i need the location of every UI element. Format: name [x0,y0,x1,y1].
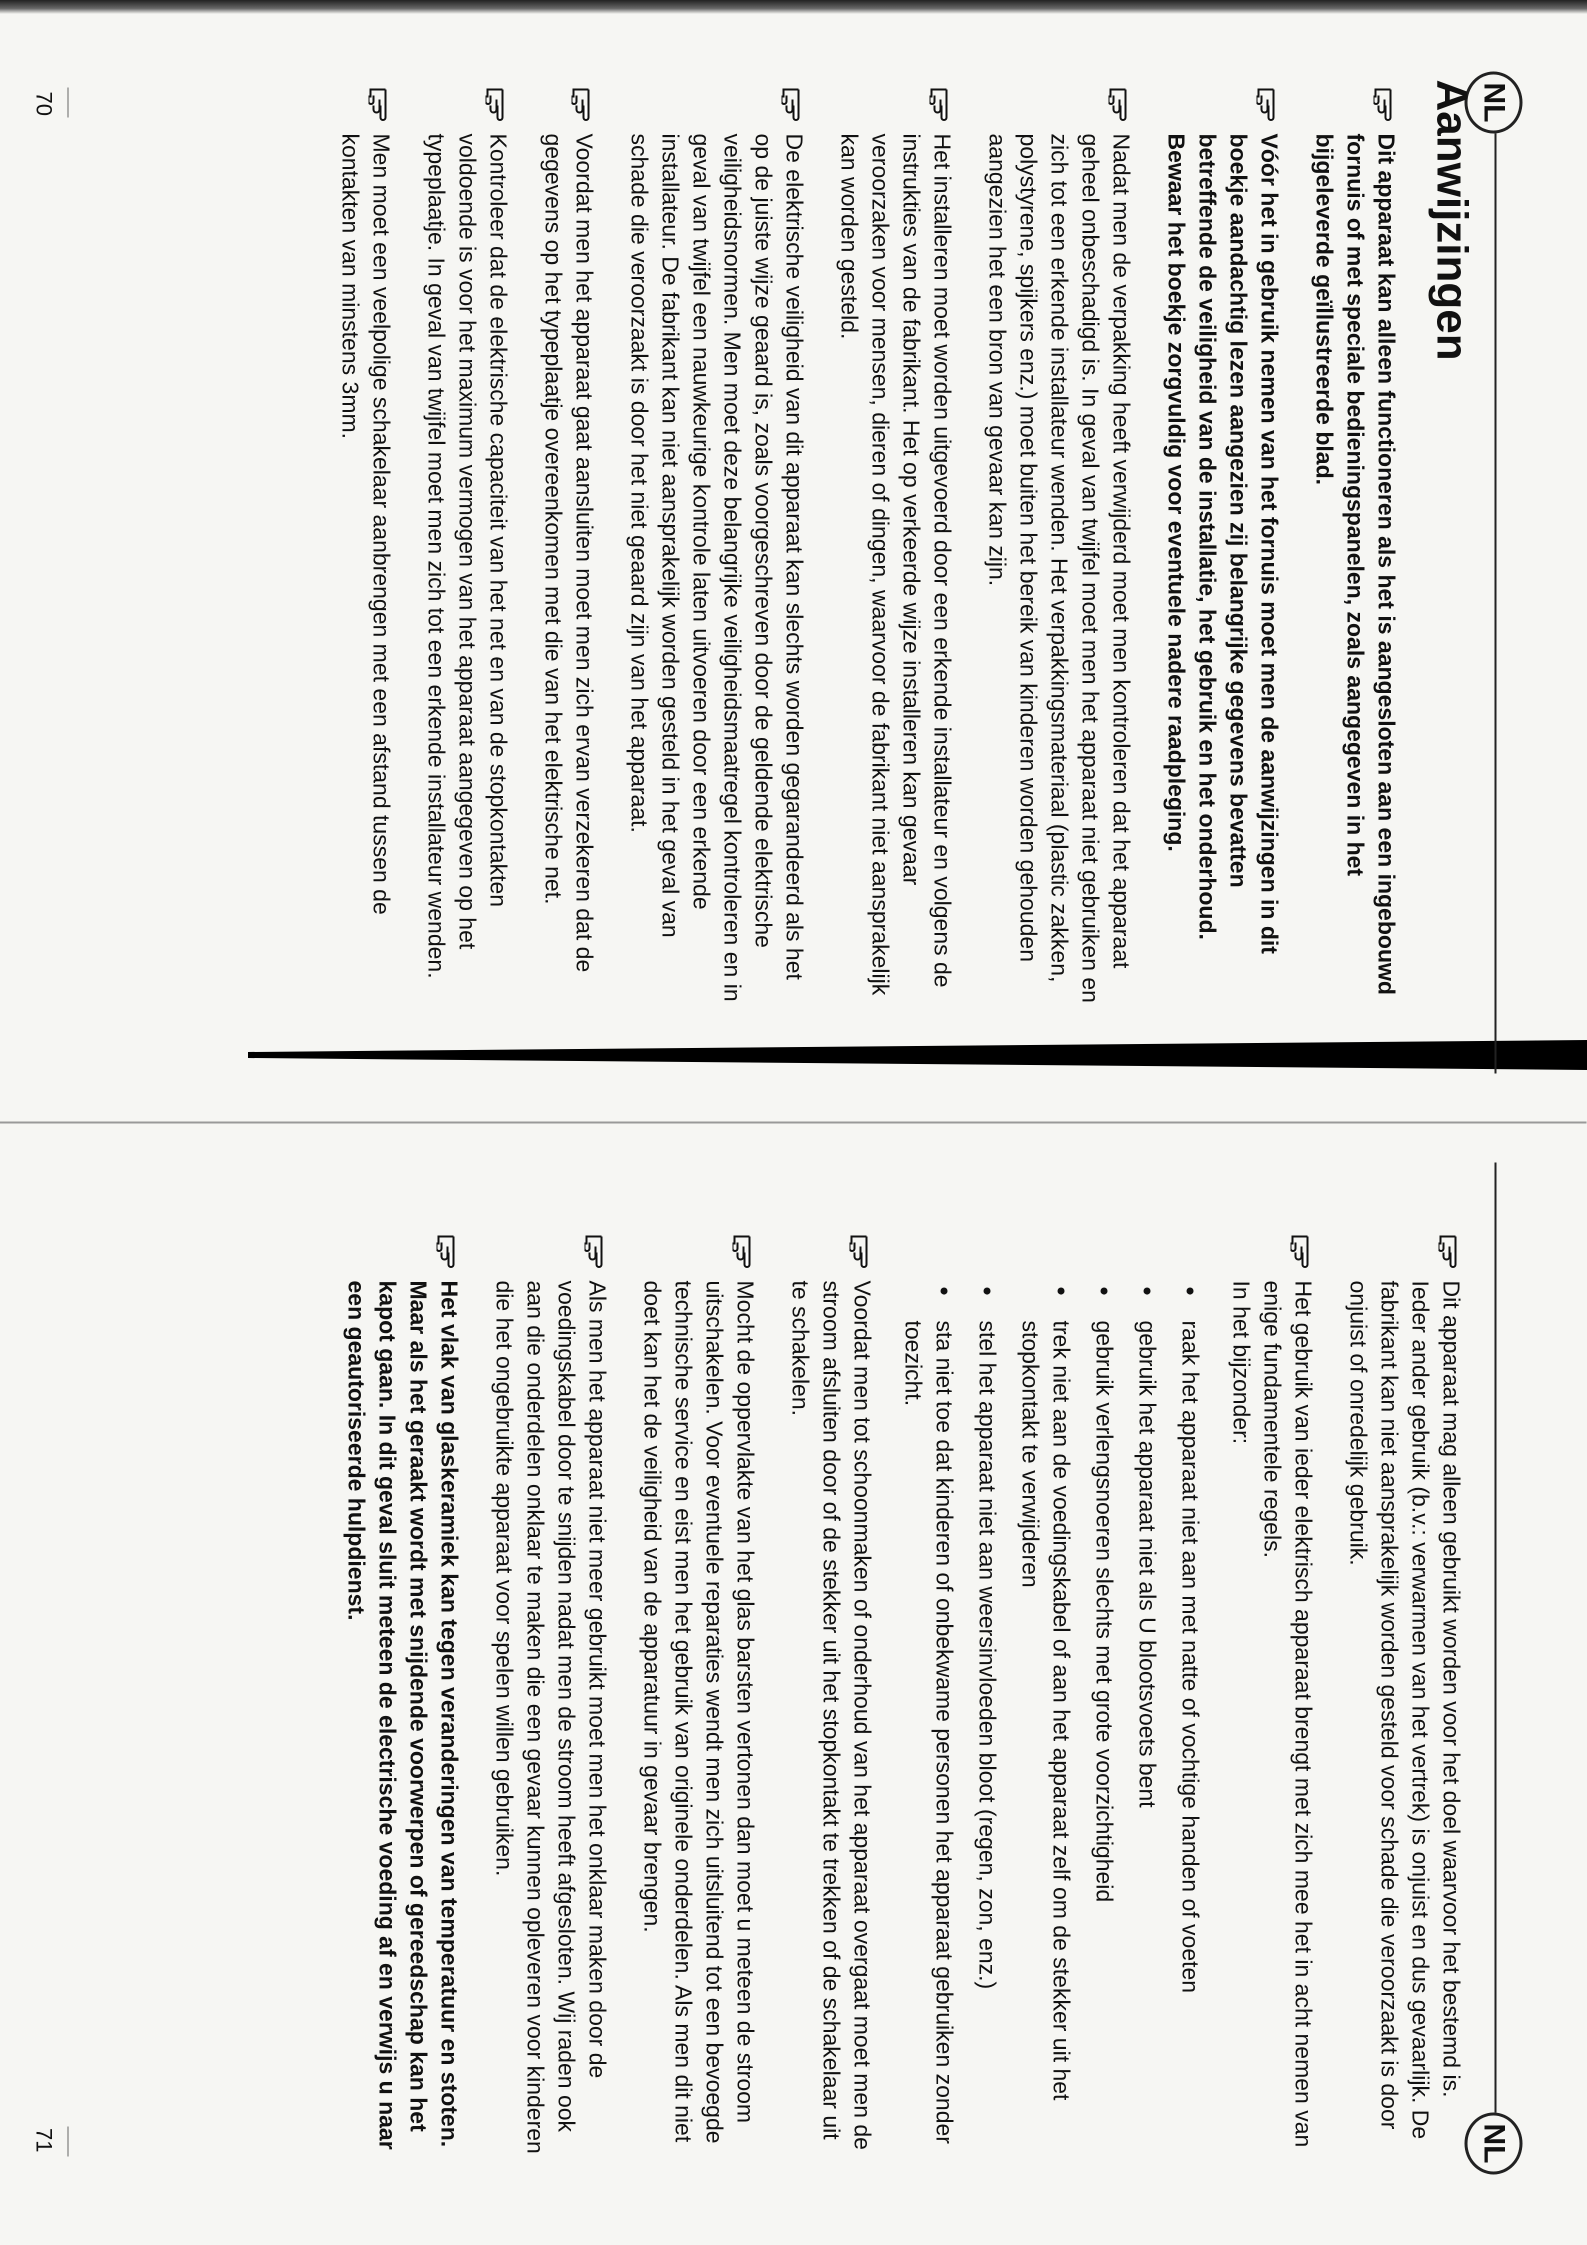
pointing-hand-icon [930,88,956,122]
bullet-icon: • [1175,1286,1206,1296]
bullet-icon: • [1132,1286,1163,1296]
safety-column [317,1235,1467,2155]
language-badge: NL [1465,2113,1523,2175]
bullet-list [898,1281,1206,2155]
bullet-icon: • [929,1286,960,1296]
page-number: 70 [31,91,57,116]
list-item: • trek niet aan de voedingskabel of aan het apparaat zelf om de stekker uit het stopkontakt te verwijderen [1017,1286,1077,2101]
paragraph: Nadat men de verpakking heeft verwijderd moet men kontroleren dat het apparaat geheel onbeschadigd is. In geval van twijfel moet men het apparaat niet gebruiken en zich tot een erkende installateur wenden. Het verpakkingsmateriaal (plastic zakken, polystyrene, spijkers enz.) moet buiten het bereik van kinderen worden gehouden aangezien het een bron van gevaar kan zijn. [982,88,1137,1008]
pointing-hand-icon [782,88,808,122]
paragraph: Het gebruik van ieder elektrisch apparaat brengt met zich mee het in acht nemen van enige fundamentele regels. In het bijzonder: [1226,1235,1319,2155]
bullet-icon: • [1089,1286,1120,1296]
header-rule [1495,134,1497,1074]
pointing-hand-icon [369,88,395,122]
list-item: • sta niet toe dat kinderen of onbekwame personen het apparaat gebruiken zonder toezicht. [900,1286,960,2144]
pointing-hand-icon [585,1235,611,1269]
pointing-hand-icon [850,1235,876,1269]
paragraph: Voordat men het apparaat gaat aansluiten moet men zich ervan verzekeren dat de gegevens op het typeplaatje overeenkomen met die van het elektrische net. [538,88,600,1008]
paragraph: Dit apparaat kan alleen functioneren als het is aangesloten aan een ingebouwd fornuis of met speciale bedieningspanelen, zoals aangegeven in het bijgeleverde geïllustreerde blad. [1309,88,1402,1008]
pointing-hand-icon [1439,1235,1465,1269]
paragraph: Men moet een veelpolige schakelaar aanbrengen met een afstand tussen de kontakten van minstens 3mm. [335,88,397,1008]
page-70 [0,0,1587,1122]
paragraph: Als men het apparaat niet meer gebruikt moet men het onklaar maken door de voedingskabel door te snijden nadat men de stroom heeft afgesloten. Wij raden ook aan die onderdelen onklaar te maken die een gevaar kunnen opleveren voor kinderen die het ongebruikte apparaat voor spelen willen gebruiken. [489,1235,613,2155]
bullet-icon: • [1046,1286,1077,1296]
page-number: 71 [31,2128,57,2153]
paragraph: De elektrische veiligheid van dit apparaat kan slechts worden gegarandeerd als het op de juiste wijze geaard is, zoals voorgeschreven door de geldende elektrische veiligheidsnormen. Men moet deze belangrijke veiligheidsmaatregel kontroleren en in geval van twijfel een nauwkeurige kontrole laten uitvoeren door een erkende installateur. De fabrikant kan niet aansprakelijk worden gesteld in het geval van schade die veroorzaakt is door het niet geaard zijn van het apparaat. [624,88,810,1008]
page-title: Aanwijzingen [1427,79,1477,361]
list-item: • stel het apparaat niet aan weersinvloeden bloot (regen, zon, enz.) [972,1286,1003,1990]
list-item: • gebruik verlengsnoeren slechts met grote voorzichtigheid [1089,1286,1120,1903]
header-rule [1495,1163,1497,2113]
pointing-hand-icon [1257,88,1283,122]
paragraph: Het installeren moet worden uitgevoerd door een erkende installateur en volgens de instrukties van de fabrikant. Het op verkeerde wijze installeren kan gevaar veroorzaken voor mensen, dieren of dingen, waarvoor de fabrikant niet aansprakelijk kan worden gesteld. [834,88,958,1008]
pointing-hand-icon [486,88,512,122]
footer-tick [68,88,69,118]
paragraph: Dit apparaat mag alleen gebruikt worden voor het doel waarvoor het bestemd is. Ieder ander gebruik (b.v.: verwarmen van het vertrek) is onjuist en dus gevaarlijk. De fabrikant kan niet aansprakelijk worden gesteld voor schade die veroorzaakt is door onjuist of onredelijk gebruik. [1343,1235,1467,2155]
page-71 [0,1123,1587,2245]
instructions-column [311,88,1402,1008]
pointing-hand-icon [1291,1235,1317,1269]
paragraph: Het vlak van glaskeramiek kan tegen veranderingen van temperatuur en stoten. Maar als het geraakt wordt met snijdende voorwerpen of gereedschap kan het kapot gaan. In dit geval sluit meteen de electrische voeding af en verwijs u naar een geautoriseerde hulpdienst. [341,1235,465,2155]
paragraph: Kontroleer dat de elektrische capaciteit van het net en van de stopkontakten voldoende is voor het maximum vermogen van het apparaat aangegeven op het typeplaatje. In geval van twijfel moet men zich tot een erkende installateur wenden. [421,88,514,1008]
pointing-hand-icon [1109,88,1135,122]
pointing-hand-icon [437,1235,463,1269]
list-item: • raak het apparaat niet aan met natte of vochtige handen of voeten [1175,1286,1206,1994]
pointing-hand-icon [733,1235,759,1269]
paragraph: Mocht de oppervlakte van het glas barsten vertonen dan moet u meteen de stroom uitschakelen. Voor eventuele reparaties wendt men zich uitsluitend tot een bevoegde technische service en eist men het gebruik van originele onderdelen. Als men dit niet doet kan het de veiligheid van de apparatuur in gevaar brengen. [637,1235,761,2155]
pointing-hand-icon [572,88,598,122]
pointing-hand-icon [1374,88,1400,122]
language-badge: NL [1465,72,1523,134]
list-item: • gebruik het apparaat niet als U blootsvoets bent [1132,1286,1163,1808]
footer-tick [68,2127,69,2157]
paragraph: Voordat men tot schoonmaken of onderhoud van het apparaat overgaat moet men de stroom afsluiten door of de stekker uit het stopkontakt te trekken of de schakelaar uit te schakelen. [785,1235,878,2155]
paragraph: Vóór het in gebruik nemen van het fornuis moet men de aanwijzingen in dit boekje aandachtig lezen aangezien zij belangrijke gegevens bevatten betreffende de veiligheid van de installatie, het gebruik en het onderhoud. Bewaar het boekje zorgvuldig voor eventuele nadere raadpleging. [1161,88,1285,1008]
bullet-icon: • [972,1286,1003,1296]
